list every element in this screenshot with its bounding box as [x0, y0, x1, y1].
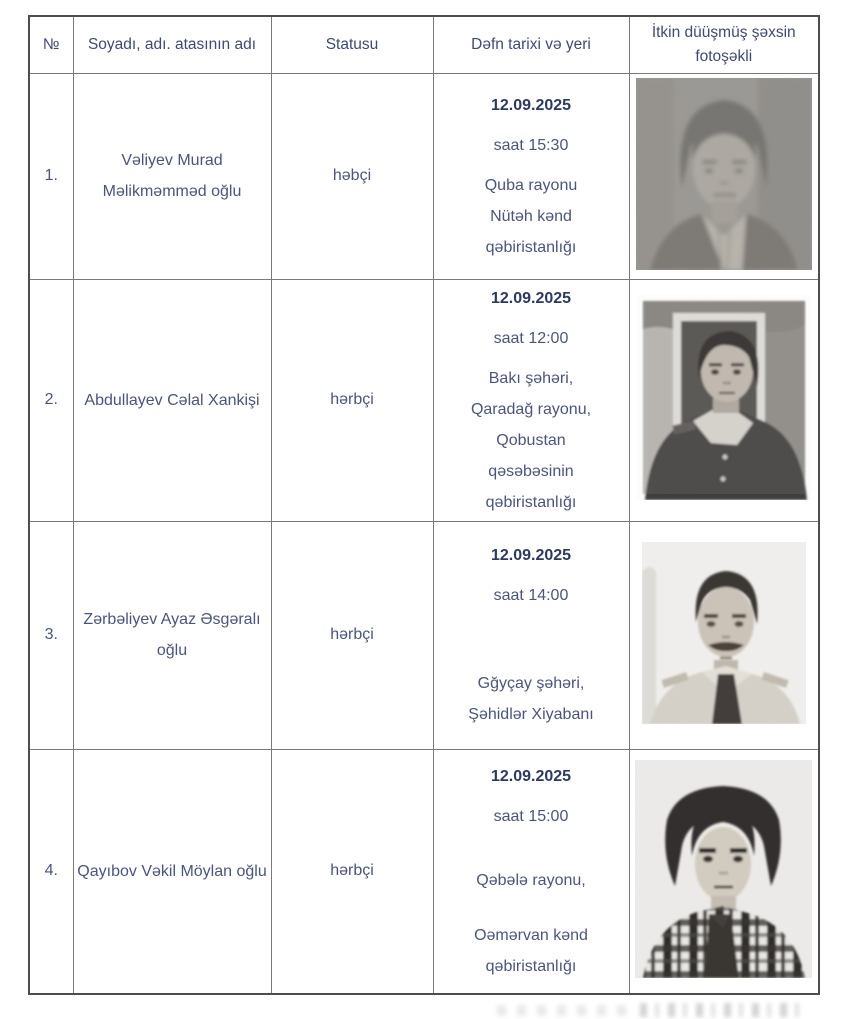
- photo-cell: [629, 279, 819, 521]
- photo-cell: [629, 749, 819, 994]
- table-body: [29, 73, 819, 994]
- table-row: [29, 521, 819, 749]
- cutoff-content-ghost: [497, 1005, 627, 1016]
- burial-info-cell: 12.09.2025 saat 15:30 Quba rayonu Nütəh kənd qəbiristanlığı: [433, 73, 629, 279]
- column-header-photo: İtkin düüşmüş şəxsin fotoşəkli: [629, 16, 819, 73]
- portrait-photo: [642, 542, 806, 724]
- header-row: [29, 16, 819, 73]
- table-row: [29, 749, 819, 994]
- photo-cell: [629, 521, 819, 749]
- table-row: [29, 73, 819, 279]
- person-name-cell: Abdullayev Cəlal Xankişi: [73, 279, 271, 521]
- person-name-cell: Vəliyev Murad Məlikməmməd oğlu: [73, 73, 271, 279]
- portrait-photo: [636, 78, 812, 270]
- column-header-burial: Dəfn tarixi və yeri: [433, 16, 629, 73]
- cutoff-photo-ghost: [640, 1003, 808, 1017]
- portrait-photo: [637, 295, 811, 500]
- photo-cell: [629, 73, 819, 279]
- person-name-cell: Zərbəliyev Ayaz Əsgəralı oğlu: [73, 521, 271, 749]
- row-number-cell: 1.: [29, 73, 73, 279]
- column-header-status: Statusu: [271, 16, 433, 73]
- status-cell: həbçi: [271, 73, 433, 279]
- column-header-no: №: [29, 16, 73, 73]
- status-cell: hərbçi: [271, 279, 433, 521]
- burial-info-cell: 12.09.2025 saat 12:00 Bakı şəhəri, Qaradağ rayonu, Qobustan qəsəbəsinin qəbiristanlığı: [433, 279, 629, 521]
- status-cell: hərbçi: [271, 521, 433, 749]
- column-header-name: Soyadı, adı. atasının adı: [73, 16, 271, 73]
- row-number-cell: 4.: [29, 749, 73, 994]
- portrait-photo: [635, 760, 812, 978]
- burial-info-cell: 12.09.2025 saat 15:00 Qəbələ rayonu, Oəmərvan kənd qəbiristanlığı: [433, 749, 629, 994]
- missing-persons-table: [28, 15, 820, 995]
- status-cell: hərbçi: [271, 749, 433, 994]
- person-name-cell: Qayıbov Vəkil Möylan oğlu: [73, 749, 271, 994]
- table-row: [29, 279, 819, 521]
- row-number-cell: 3.: [29, 521, 73, 749]
- burial-info-cell: 12.09.2025 saat 14:00 Gğyçay şəhəri, Şəhidlər Xiyabanı: [433, 521, 629, 749]
- table-header: [29, 16, 819, 73]
- row-number-cell: 2.: [29, 279, 73, 521]
